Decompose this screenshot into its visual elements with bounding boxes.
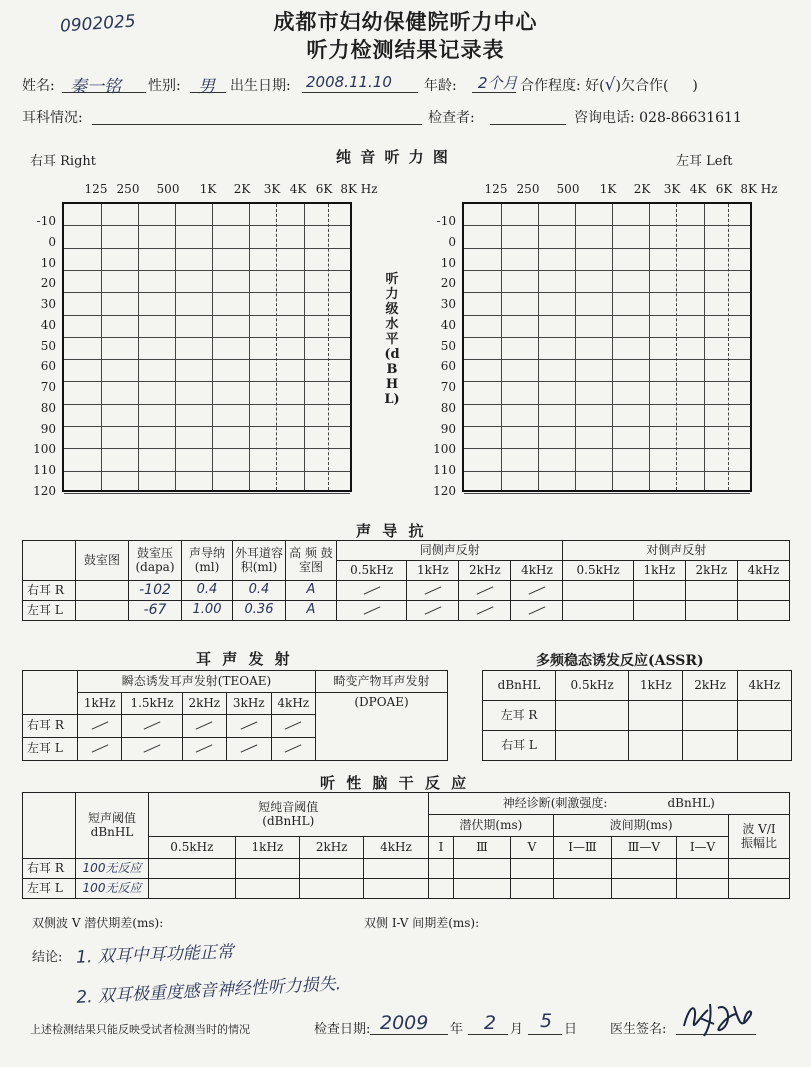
compliance-header: 声导纳(ml) [182,541,233,581]
db-label: 90 [440,421,456,436]
grid-line-horizontal [464,381,750,382]
freq-label: 6K [315,182,333,196]
exam-day: 5 [540,1010,553,1032]
click-header-line2: dBnHL [90,824,134,839]
db-label: 40 [40,317,56,332]
grid-line-vertical [538,204,539,490]
neuro-label: 神经诊断(刺激强度: [502,795,608,810]
reflex-absent-mark [337,601,407,621]
freq-label: 500 [156,182,180,196]
freq-label: 4K [289,182,307,196]
db-label: 20 [440,276,456,291]
freq-label: 250 [516,182,540,196]
oae-absent-mark [182,738,226,761]
freq-cell: 4kHz [737,561,789,581]
row-label: 左耳 R [483,701,556,731]
freq-cell: 0.5kHz [149,837,236,859]
grid-line-horizontal [64,426,350,427]
click-threshold-header [76,793,149,859]
db-label: 70 [440,380,456,395]
db-label: 70 [40,380,56,395]
grid-line-horizontal [64,225,350,226]
freq-cell: 2kHz [459,561,511,581]
grid-line-dashed [676,204,677,490]
y-axis-label: 听力级水平(dBHL) [384,272,400,407]
dob-value: 2008.11.10 [306,73,392,91]
month-unit: 月 [510,1022,524,1037]
interval-cell: Ⅰ—Ⅴ [677,837,729,859]
freq-cell: 1kHz [629,671,683,701]
oae-absent-mark [271,738,315,761]
grid-line-horizontal [64,292,350,293]
ratio-line2: 振幅比 [740,835,777,850]
freq-label: 125 [84,182,108,196]
grid-line-horizontal [464,359,750,360]
db-label: 110 [33,463,56,478]
dpoae-header: 畸变产物耳声发射 [316,671,448,693]
wave-cell: Ⅲ [454,837,510,859]
tone-threshold-header [149,793,429,837]
freq-cell: 2kHz [683,671,737,701]
conclusion-line-1: 1. 双耳中耳功能正常 [75,942,235,968]
assr-table [482,670,792,761]
grid-line-dashed [328,204,329,490]
ipsi-reflex-header: 同侧声反射 [337,541,563,561]
grid-line-vertical [249,204,250,490]
grid-line-horizontal [464,225,750,226]
grid-line-horizontal [64,270,350,271]
disclaimer: 上述检测结果只能反映受试者检测当时的情况 [30,1023,250,1036]
grid-line-vertical [612,204,613,490]
grid-line-horizontal [64,315,350,316]
db-label: 120 [33,484,56,498]
oae-table [22,670,448,761]
reflex-absent-mark [407,601,459,621]
exam-date-label: 检查日期: [314,1022,371,1037]
row-label: 左耳 L [23,738,78,761]
freq-label: 3K [263,182,281,196]
freq-label: 500 [556,182,580,196]
examiner-label: 检查者: [428,110,475,126]
row-label: 右耳 R [23,715,78,738]
oae-absent-mark [227,738,271,761]
grid-line-horizontal [464,270,750,271]
freq-label: 2K [233,182,251,196]
sex-label: 性别: [148,78,181,94]
grid-line-horizontal [64,337,350,338]
doc-number: 0902025 [59,11,137,37]
grid-line-horizontal [64,381,350,382]
freq-label: 1K [599,182,617,196]
oae-title: 耳 声 发 射 [196,650,293,668]
grid-line-horizontal [64,471,350,472]
coop-good-check: √ [604,75,616,95]
compliance-value: 1.00 [182,601,233,621]
oae-absent-mark [182,715,226,738]
phone: 咨询电话: 028-86631611 [574,110,742,126]
neuro-unit: dBnHL) [667,795,715,810]
coop-good-label: 合作程度: 好( [520,78,605,94]
grid-line-dashed [276,204,277,490]
grid-line-dashed [728,204,729,490]
doctor-signature-label: 医生签名: [610,1022,667,1037]
grid-line-vertical [175,204,176,490]
db-label: 50 [40,338,56,353]
freq-label: 250 [116,182,140,196]
grid-line-horizontal [464,426,750,427]
exam-year: 2009 [380,1012,429,1034]
reflex-absent-mark [407,581,459,601]
freq-cell: 1kHz [78,693,122,715]
grid-line-horizontal [464,337,750,338]
grid-line-horizontal [464,292,750,293]
coop-end: ) [692,78,698,94]
row-label: 右耳 R [23,859,76,879]
dpoae-abbr: (DPOAE) [316,693,448,761]
freq-cell: 0.5kHz [563,561,633,581]
db-label: -10 [36,214,56,228]
db-label: 80 [440,400,456,415]
freq-cell: 1.5kHz [122,693,182,715]
db-label: 60 [40,359,56,374]
grid-line-horizontal [464,448,750,449]
db-label: 20 [40,276,56,291]
doctor-signature [680,996,760,1040]
db-label: 30 [440,297,456,312]
latency-header: 潜伏期(ms) [428,815,554,837]
right-audiogram-grid[interactable] [62,202,352,492]
oae-absent-mark [78,738,122,761]
left-ear-label: 左耳 Left [676,154,733,169]
freq-cell: 1kHz [235,837,299,859]
contra-reflex-header: 对侧声反射 [563,541,790,561]
click-threshold-value: 100无反应 [76,859,149,879]
grid-line-vertical [212,204,213,490]
abr-table [22,792,790,899]
cooperation-label [520,75,698,95]
grid-line-horizontal [64,448,350,449]
form-title: 听力检测结果记录表 [306,37,505,62]
grid-line-vertical [304,204,305,490]
volume-value: 0.4 [233,581,286,601]
teoae-header: 瞬态诱发耳声发射(TEOAE) [78,671,316,693]
reflex-absent-mark [459,581,511,601]
freq-label: 3K [663,182,681,196]
tone-header-line1: 短纯音阈值 [258,799,319,814]
reflex-absent-mark [511,601,563,621]
interval-cell: Ⅰ—Ⅲ [554,837,612,859]
assr-title: 多频稳态诱发反应(ASSR) [536,653,704,669]
right-ear-label: 右耳 Right [30,154,96,169]
freq-cell: 4kHz [364,837,428,859]
db-label: 40 [440,317,456,332]
ear-condition-label: 耳科情况: [22,110,83,126]
reflex-absent-mark [459,601,511,621]
db-label: 10 [40,255,56,270]
oae-absent-mark [122,738,182,761]
conclusion-label: 结论: [32,950,63,965]
high-freq-header: 高 频 鼓室图 [286,541,337,581]
grid-line-vertical [575,204,576,490]
compliance-value: 0.4 [182,581,233,601]
tympanogram-header: 鼓室图 [76,541,129,581]
reflex-absent-mark [337,581,407,601]
high-freq-value: A [286,601,337,621]
db-label: 100 [433,442,456,457]
db-label: -10 [436,214,456,228]
amplitude-ratio-header [729,815,790,859]
freq-label: 125 [484,182,508,196]
freq-label: 1K [199,182,217,196]
impedance-table [22,540,790,621]
audiogram-title: 纯 音 听 力 图 [336,148,450,166]
name-label: 姓名: [22,78,55,94]
day-unit: 日 [564,1022,578,1037]
pressure-value: -67 [129,601,182,621]
freq-cell: 1kHz [407,561,459,581]
volume-value: 0.36 [233,601,286,621]
coop-poor-label: )欠合作( [615,78,669,94]
db-label: 10 [440,255,456,270]
db-label: 80 [40,400,56,415]
ratio-line1: 波 V/I [742,821,776,836]
db-label: 0 [48,234,56,249]
db-label: 60 [440,359,456,374]
grid-line-horizontal [464,404,750,405]
db-label: 110 [433,463,456,478]
db-label: 30 [40,297,56,312]
row-label: 左耳 L [23,601,76,621]
freq-label: 4K [689,182,707,196]
freq-label: 8K Hz [340,182,378,196]
canal-volume-header: 外耳道容积(ml) [233,541,286,581]
freq-label: 6K [715,182,733,196]
abr-title: 听 性 脑 干 反 应 [320,774,470,792]
tone-header-line2: (dBnHL) [262,813,315,828]
grid-line-horizontal [464,248,750,249]
grid-line-horizontal [64,404,350,405]
row-label: 右耳 L [483,731,556,761]
age-label: 年龄: [424,78,457,94]
grid-line-horizontal [464,315,750,316]
oae-absent-mark [227,715,271,738]
sex-value: 男 [198,77,215,97]
left-audiogram-grid[interactable] [462,202,752,492]
i-v-interval-diff: 双侧 I-V 间期差(ms): [364,916,480,930]
high-freq-value: A [286,581,337,601]
click-threshold-value: 100无反应 [76,879,149,899]
freq-cell: 3kHz [227,693,271,715]
grid-line-horizontal [464,493,750,494]
freq-cell: 0.5kHz [556,671,629,701]
interval-cell: Ⅲ—Ⅴ [611,837,676,859]
grid-line-vertical [704,204,705,490]
neuro-diagnosis-header [428,793,789,815]
freq-cell: 2kHz [685,561,737,581]
row-label: 左耳 L [23,879,76,899]
pressure-value: -102 [129,581,182,601]
hospital-title: 成都市妇幼保健院听力中心 [273,9,538,34]
freq-cell: 2kHz [182,693,226,715]
freq-cell: 4kHz [511,561,563,581]
grid-line-vertical [649,204,650,490]
db-label: 90 [40,421,56,436]
grid-line-vertical [101,204,102,490]
grid-line-horizontal [64,493,350,494]
freq-cell: 4kHz [737,671,791,701]
freq-cell: 4kHz [271,693,315,715]
interval-header: 波间期(ms) [554,815,729,837]
wave-cell: Ⅰ [428,837,454,859]
exam-month: 2 [484,1012,497,1034]
dob-label: 出生日期: [230,78,291,94]
row-label: 右耳 R [23,581,76,601]
grid-line-horizontal [464,471,750,472]
v-latency-diff: 双侧波 V 潜伏期差(ms): [32,916,164,930]
grid-line-vertical [138,204,139,490]
name-value: 秦一铭 [70,77,121,97]
wave-cell: Ⅴ [510,837,553,859]
impedance-title: 声 导 抗 [356,522,427,540]
db-label: 100 [33,442,56,457]
db-label: 0 [448,234,456,249]
freq-cell: 2kHz [300,837,364,859]
year-unit: 年 [450,1022,464,1037]
oae-absent-mark [122,715,182,738]
conclusion-line-2: 2. 双耳极重度感音神经性听力损失. [75,974,342,1008]
db-label: 50 [440,338,456,353]
reflex-absent-mark [511,581,563,601]
click-header-line1: 短声阈值 [87,810,136,825]
pressure-header: 鼓室压(dapa) [129,541,182,581]
oae-absent-mark [271,715,315,738]
freq-label: 8K Hz [740,182,778,196]
grid-line-horizontal [64,359,350,360]
age-value: 2个月 [478,74,518,92]
grid-line-horizontal [64,248,350,249]
freq-label: 2K [633,182,651,196]
assr-unit: dBnHL [483,671,556,701]
db-label: 120 [433,484,456,498]
freq-cell: 1kHz [633,561,685,581]
oae-absent-mark [78,715,122,738]
grid-line-vertical [501,204,502,490]
freq-cell: 0.5kHz [337,561,407,581]
